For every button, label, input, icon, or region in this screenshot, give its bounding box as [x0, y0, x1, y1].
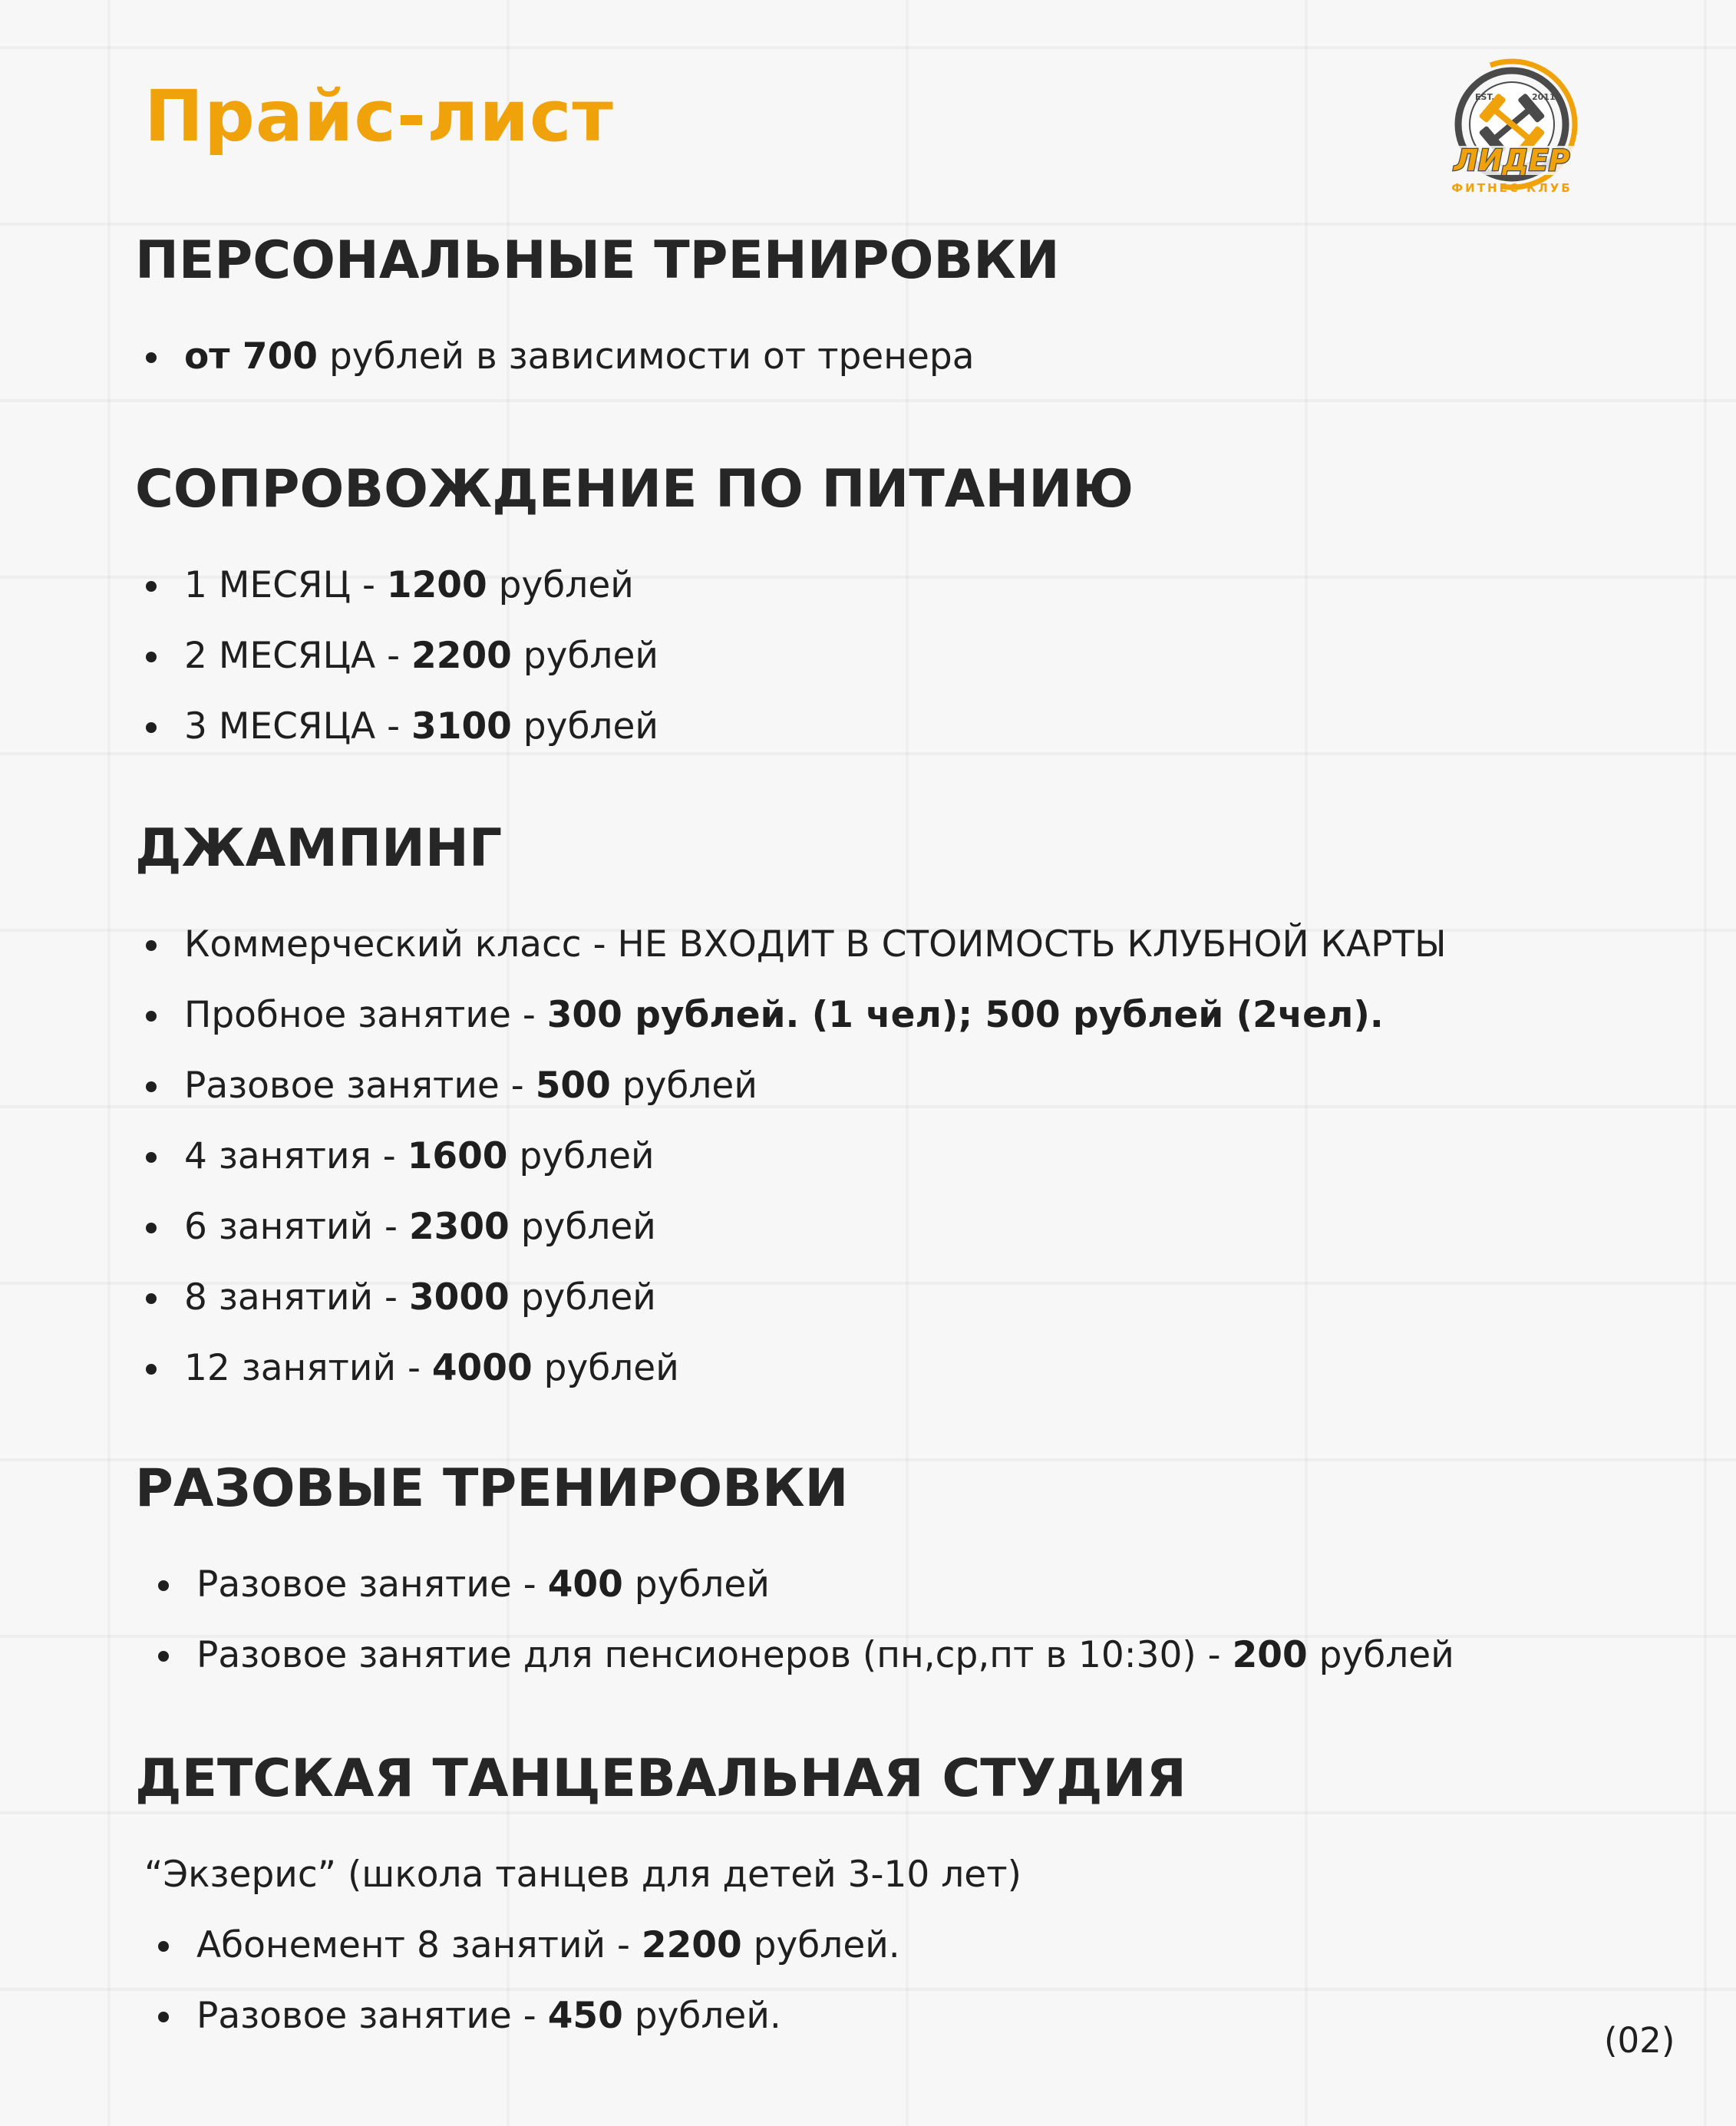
section-personal [135, 230, 1060, 392]
section-heading: ДЖАМПИНГ [135, 818, 503, 879]
list-item [135, 550, 1134, 621]
item-label: Разовое занятие - [196, 1563, 548, 1606]
section-jumping [135, 818, 1447, 1404]
price-value: 1600 [407, 1135, 508, 1177]
item-text: рублей в зависимости от тренера [318, 335, 975, 378]
list-item [135, 692, 1134, 762]
item-unit: рублей [509, 1206, 656, 1248]
list-item [135, 621, 1134, 692]
item-label: 8 занятий - [184, 1276, 409, 1319]
price-value: 2200 [411, 635, 512, 677]
list-item [135, 1620, 1454, 1691]
price-value: 500 [535, 1065, 611, 1107]
item-label: Разовое занятие - [184, 1065, 536, 1107]
price-value: 3000 [408, 1276, 510, 1319]
list-item [135, 322, 1060, 392]
section-nutrition [135, 459, 1134, 762]
logo-subtitle: ФИТНЕС КЛУБ [1451, 181, 1573, 195]
price-value: 400 [547, 1563, 623, 1606]
list-item [135, 1121, 1447, 1192]
section-single [135, 1458, 1454, 1691]
section-heading: ПЕРСОНАЛЬНЫЕ ТРЕНИРОВКИ [135, 230, 1060, 291]
item-label: Пробное занятие - [184, 994, 547, 1036]
logo-year: 2011 [1532, 92, 1556, 102]
price-list [135, 909, 1447, 1404]
logo-name: ЛИДЕР [1454, 144, 1570, 177]
studio-note: “Экзерис” (школа танцев для детей 3-10 лет) [144, 1854, 1021, 1896]
section-heading: РАЗОВЫЕ ТРЕНИРОВКИ [135, 1458, 849, 1519]
list-item [135, 1333, 1447, 1404]
item-unit: рублей [532, 1347, 679, 1389]
item-unit: рублей. [741, 1924, 900, 1966]
price-value: 2200 [641, 1924, 742, 1966]
price-list [135, 322, 1060, 392]
item-unit: рублей [511, 705, 658, 748]
page-number: (02) [1604, 2020, 1675, 2061]
item-label: 3 МЕСЯЦА - [184, 705, 412, 748]
list-item: Коммерческий класс - НЕ ВХОДИТ В СТОИМОСТЬ КЛУБНОЙ КАРТЫ [135, 909, 1447, 980]
item-unit: рублей [610, 1065, 757, 1107]
list-item [135, 1263, 1447, 1333]
club-logo [1435, 54, 1589, 215]
item-unit: рублей [511, 635, 658, 677]
item-label: 6 занятий - [184, 1206, 409, 1248]
price-value: 4000 [431, 1347, 533, 1389]
page-title: Прайс-лист [144, 75, 614, 157]
list-item [135, 1550, 1454, 1620]
price-value: 1200 [386, 564, 487, 606]
section-dance [135, 1748, 1186, 2052]
item-unit: рублей. [622, 1995, 781, 2037]
price-value: 450 [547, 1995, 623, 2037]
item-label: 12 занятий - [184, 1347, 432, 1389]
price-list [135, 1910, 1186, 2052]
item-label: Абонемент 8 занятий - [196, 1924, 642, 1966]
price-value: 2300 [408, 1206, 510, 1248]
price-value: 300 рублей. (1 чел); 500 рублей (2чел). [546, 994, 1384, 1036]
item-label: 1 МЕСЯЦ - [184, 564, 387, 606]
list-item [135, 1981, 1186, 2052]
logo-est: EST. [1475, 92, 1495, 102]
item-label: 2 МЕСЯЦА - [184, 635, 412, 677]
item-unit: рублей [1307, 1634, 1454, 1676]
list-item [135, 980, 1447, 1051]
item-label: 4 занятия - [184, 1135, 408, 1177]
item-unit: рублей [509, 1276, 656, 1319]
price-value: 3100 [411, 705, 512, 748]
item-unit: рублей [507, 1135, 655, 1177]
item-label: Разовое занятие - [196, 1995, 548, 2037]
list-item [135, 1051, 1447, 1121]
item-label: Разовое занятие для пенсионеров (пн,ср,пт в 10:30) - [196, 1634, 1233, 1676]
price-value: 200 [1232, 1634, 1308, 1676]
item-unit: рублей [487, 564, 634, 606]
price-list [135, 1550, 1454, 1691]
list-item [135, 1910, 1186, 1981]
section-heading: ДЕТСКАЯ ТАНЦЕВАЛЬНАЯ СТУДИЯ [135, 1748, 1186, 1809]
price-value: от 700 [184, 335, 318, 378]
price-list [135, 550, 1134, 762]
item-unit: рублей [622, 1563, 770, 1606]
section-heading: СОПРОВОЖДЕНИЕ ПО ПИТАНИЮ [135, 459, 1134, 520]
list-item [135, 1192, 1447, 1263]
